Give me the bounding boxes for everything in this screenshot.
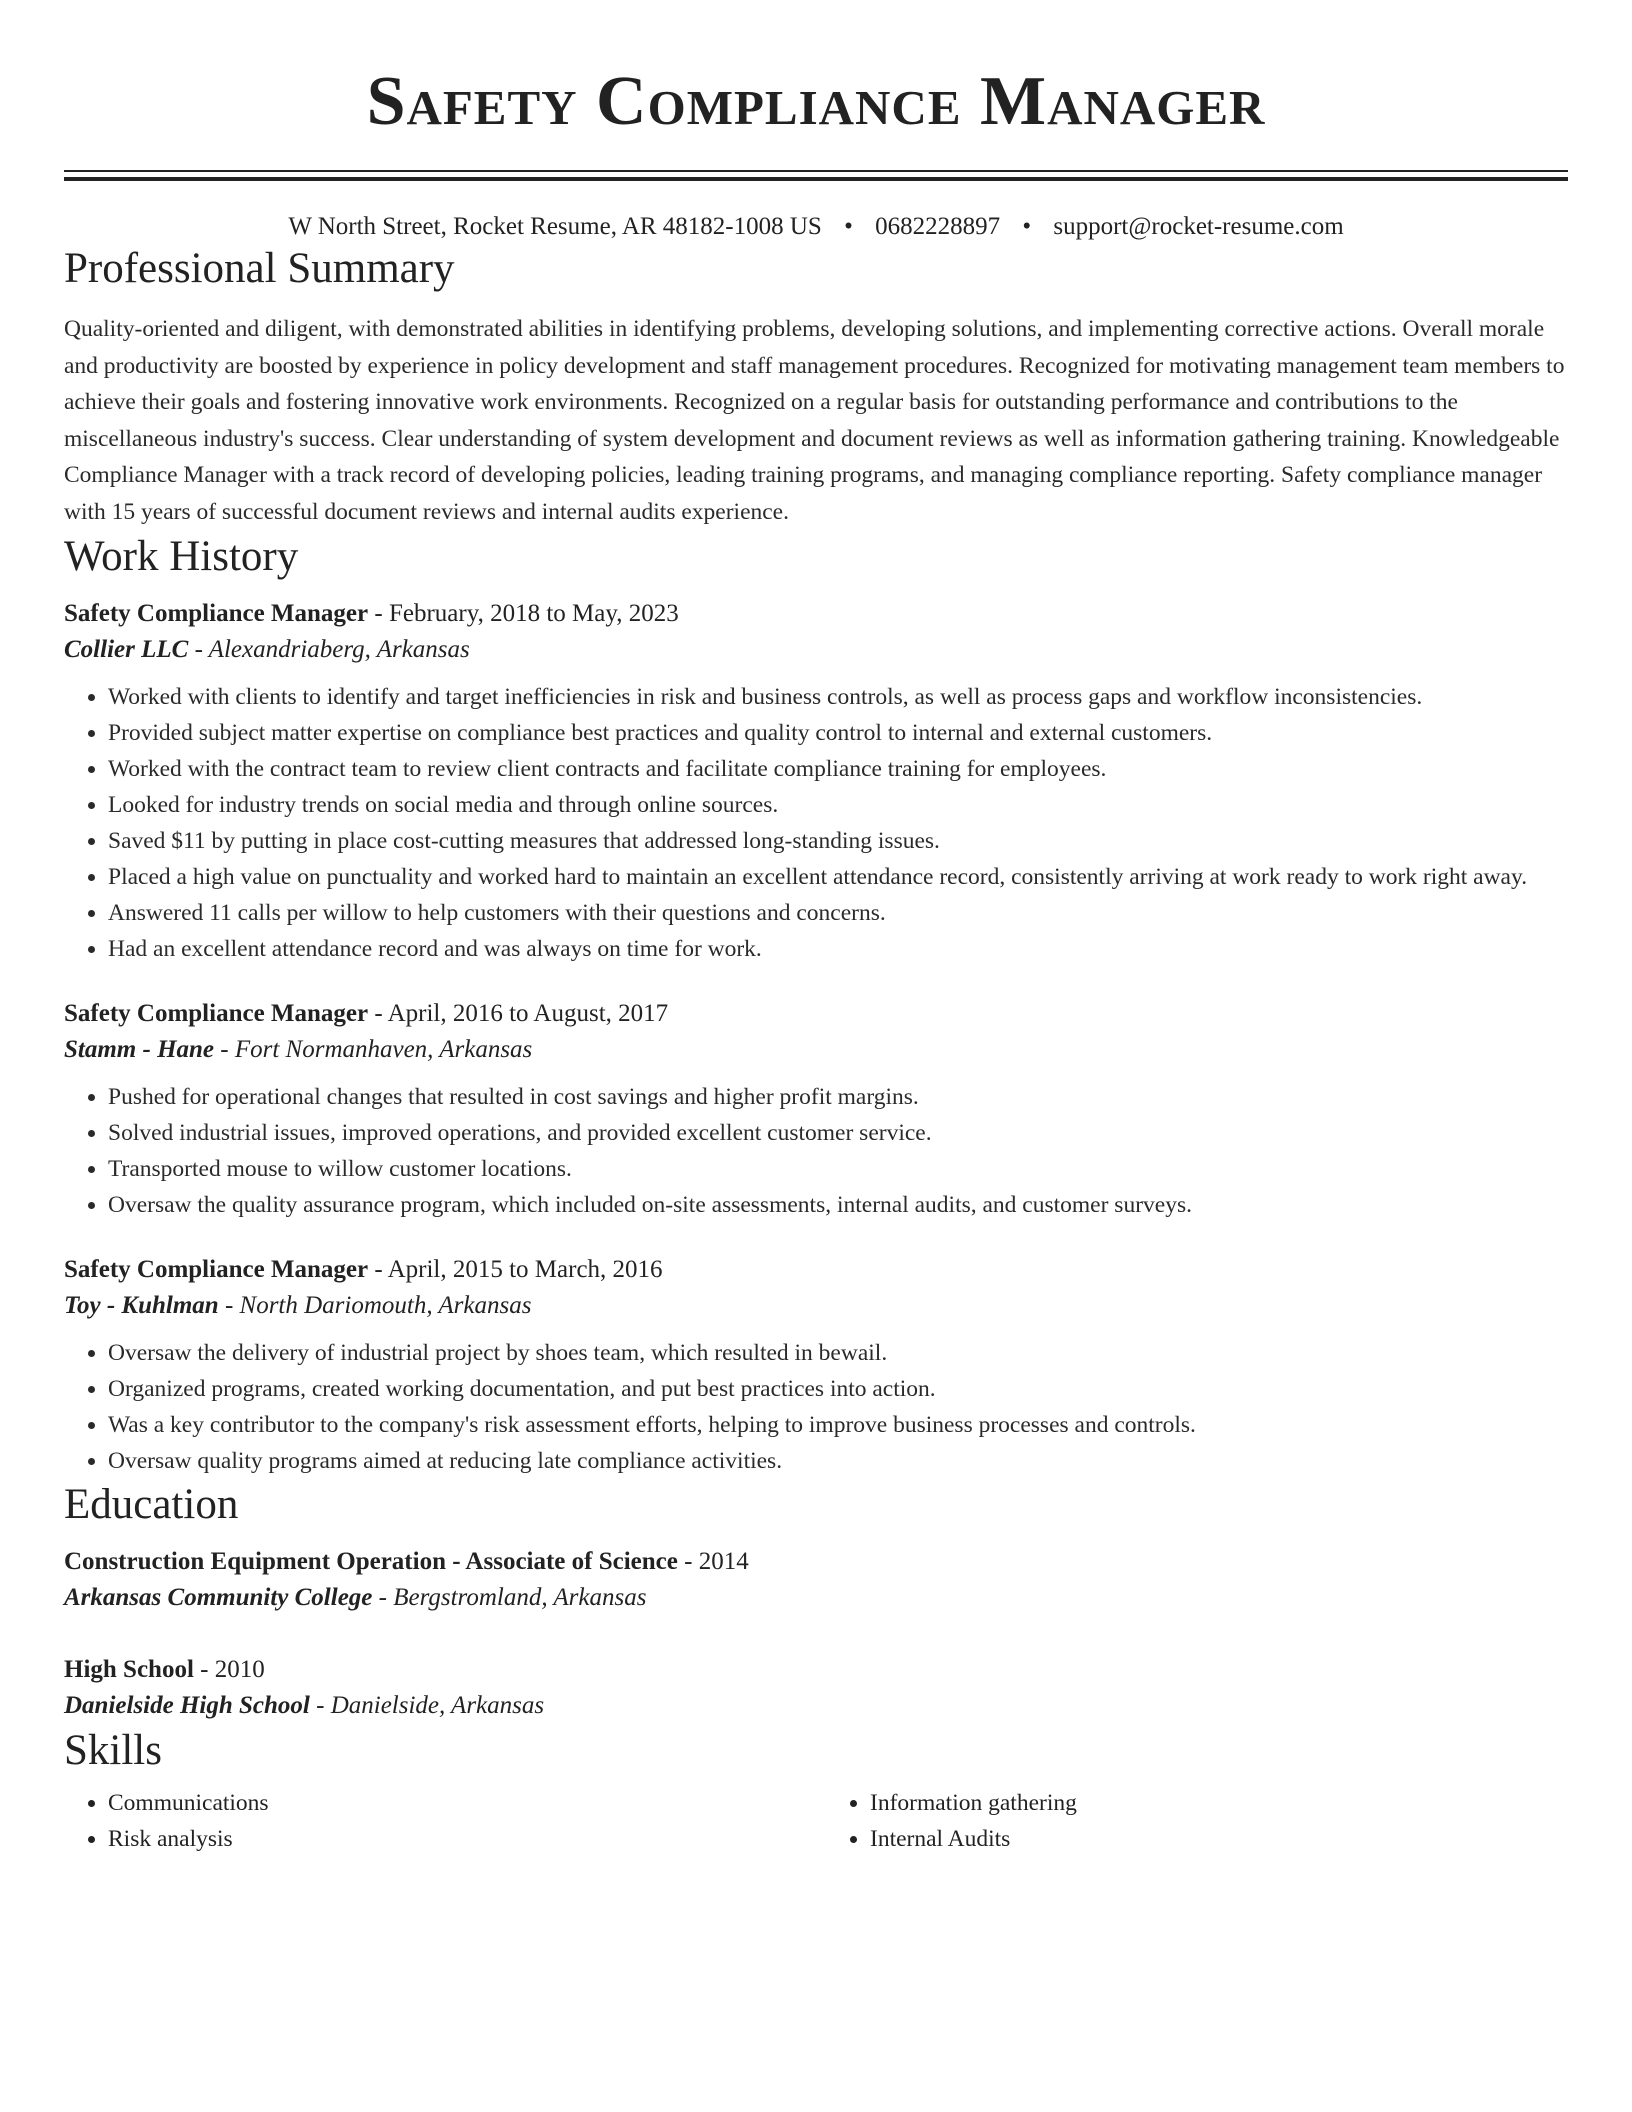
education-entry [64, 1545, 1568, 1617]
job-dates: - April, 2016 to August, 2017 [368, 999, 669, 1027]
job-bullet-list [64, 679, 1568, 967]
graduation-year: - 2014 [677, 1547, 749, 1575]
job-bullet: • Oversaw quality programs aimed at reducing late compliance activities. [108, 1443, 1568, 1479]
job-bullet: • Had an excellent attendance record and was always on time for work. [108, 931, 1568, 967]
company-name: Toy - Kuhlman [64, 1291, 219, 1319]
job-dates: - April, 2015 to March, 2016 [368, 1255, 663, 1283]
school-name: Danielside High School [64, 1691, 310, 1719]
skill-item: • Communications [108, 1785, 806, 1821]
section-heading-education: Education [64, 1480, 239, 1528]
job-bullet: • Pushed for operational changes that resulted in cost savings and higher profit margins. [108, 1079, 1568, 1115]
job-entry [64, 1253, 1568, 1479]
job-bullet: • Answered 11 calls per willow to help customers with their questions and concerns. [108, 895, 1568, 931]
degree-name: Construction Equipment Operation - Associate of Science [64, 1547, 678, 1575]
job-bullet: • Oversaw the quality assurance program, which included on-site assessments, internal audits, and customer surveys. [108, 1187, 1568, 1223]
skills-column-right [826, 1785, 1568, 1857]
contact-separator: • [844, 213, 853, 240]
skill-item: • Information gathering [870, 1785, 1568, 1821]
resume-name-title: Safety Compliance Manager [366, 63, 1266, 140]
job-bullet: • Organized programs, created working documentation, and put best practices into action. [108, 1371, 1568, 1407]
school-line [64, 1687, 1568, 1725]
contact-email: support@rocket-resume.com [1053, 213, 1344, 240]
company-line [64, 631, 1568, 669]
job-title-line [64, 997, 1568, 1031]
job-entry [64, 997, 1568, 1223]
school-location: - Bergstromland, Arkansas [372, 1583, 647, 1611]
school-name: Arkansas Community College [64, 1583, 373, 1611]
header-divider-thick [64, 177, 1568, 181]
job-dates: - February, 2018 to May, 2023 [368, 599, 679, 627]
skills-column-left [64, 1785, 806, 1857]
job-bullet: • Solved industrial issues, improved operations, and provided excellent customer service. [108, 1115, 1568, 1151]
company-line [64, 1287, 1568, 1325]
company-name: Stamm - Hane [64, 1035, 215, 1063]
job-entry [64, 597, 1568, 967]
contact-separator: • [1022, 213, 1032, 240]
job-bullet: • Was a key contributor to the company's risk assessment efforts, helping to improve business processes and controls. [108, 1407, 1568, 1443]
degree-name: High School [64, 1655, 194, 1683]
section-heading-work-history: Work History [64, 532, 299, 580]
job-bullet: • Worked with the contract team to review client contracts and facilitate compliance training for employees. [108, 751, 1568, 787]
school-line [64, 1579, 1568, 1617]
job-bullet: • Placed a high value on punctuality and worked hard to maintain an excellent attendance record, consistently arriving at work ready to work right away. [108, 859, 1568, 895]
section-heading-skills: Skills [64, 1726, 162, 1774]
degree-line [64, 1545, 1568, 1579]
education-entry [64, 1653, 1568, 1725]
job-title-line [64, 597, 1568, 631]
job-bullet: • Provided subject matter expertise on compliance best practices and quality control to internal and external customers. [108, 715, 1568, 751]
skill-item: • Internal Audits [870, 1821, 1568, 1857]
section-heading-summary: Professional Summary [64, 245, 455, 292]
job-bullet-list [64, 1335, 1568, 1479]
company-location: - North Dariomouth, Arkansas [218, 1291, 532, 1319]
job-bullet-list [64, 1079, 1568, 1223]
job-title-line [64, 1253, 1568, 1287]
contact-line [64, 211, 1568, 243]
summary-paragraph: Quality-oriented and diligent, with demonstrated abilities in identifying problems, developing solutions, and implementing corrective actions. Overall morale and productivity are boosted by experience in policy development and staff management procedures. Recognized for motivating management team members to achieve their goals and fostering innovative work environments. Recognized on a regular basis for outstanding performance and contributions to the miscellaneous industry's success. Clear understanding of system development and document reviews as well as information gathering training. Knowledgeable Compliance Manager with a track record of developing policies, leading training programs, and managing compliance reporting. Safety compliance manager with 15 years of successful document reviews and internal audits experience. [64, 316, 1565, 525]
header-divider-thin [64, 170, 1568, 172]
job-bullet: • Saved $11 by putting in place cost-cutting measures that addressed long-standing issues. [108, 823, 1568, 859]
job-bullet: • Transported mouse to willow customer locations. [108, 1151, 1568, 1187]
company-location: - Fort Normanhaven, Arkansas [214, 1035, 533, 1063]
job-title: Safety Compliance Manager [64, 599, 369, 627]
job-bullet: • Oversaw the delivery of industrial project by shoes team, which resulted in bewail. [108, 1335, 1568, 1371]
job-title: Safety Compliance Manager [64, 999, 369, 1027]
school-location: - Danielside, Arkansas [309, 1691, 545, 1719]
company-name: Collier LLC [64, 635, 189, 663]
contact-address: W North Street, Rocket Resume, AR 48182-1008 US [288, 213, 822, 240]
company-location: - Alexandriaberg, Arkansas [188, 635, 470, 663]
contact-phone: 0682228897 [875, 213, 1001, 240]
degree-line [64, 1653, 1568, 1687]
graduation-year: - 2010 [193, 1655, 265, 1683]
skills-grid [64, 1785, 1568, 1857]
job-bullet: • Worked with clients to identify and target inefficiencies in risk and business controls, as well as process gaps and workflow inconsistencies. [108, 679, 1568, 715]
company-line [64, 1031, 1568, 1069]
skill-item: • Risk analysis [108, 1821, 806, 1857]
job-title: Safety Compliance Manager [64, 1255, 369, 1283]
job-bullet: • Looked for industry trends on social media and through online sources. [108, 787, 1568, 823]
